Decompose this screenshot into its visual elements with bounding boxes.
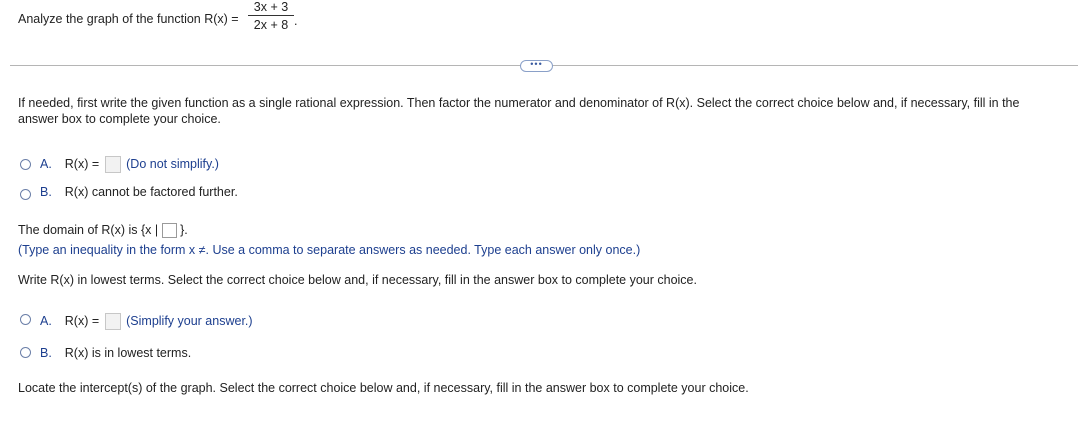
option-letter: B. bbox=[40, 346, 52, 360]
radio-part2-option-b[interactable] bbox=[20, 347, 31, 358]
domain-answer-box[interactable] bbox=[162, 223, 177, 238]
answer-box-unsimplified[interactable] bbox=[105, 156, 121, 173]
set-close: }. bbox=[180, 223, 188, 237]
answer-box-simplified[interactable] bbox=[105, 313, 121, 330]
instructions-line-1: If needed, first write the given function as a single rational expression. Then factor the numerator and denominator of R(x). Select the correct choice below and, if necessary, fill in the bbox=[18, 96, 1020, 110]
option-letter: A. bbox=[40, 314, 52, 328]
radio-part1-option-a[interactable] bbox=[20, 159, 31, 170]
fraction-denominator: 2x + 8 bbox=[253, 18, 289, 32]
domain-text: The domain of R(x) is bbox=[18, 223, 138, 237]
question-prompt bbox=[18, 12, 239, 26]
part2-option-b[interactable] bbox=[40, 346, 191, 360]
domain-hint: (Type an inequality in the form x ≠. Use a comma to separate answers as needed. Type each answer only once.) bbox=[18, 243, 641, 257]
part2-option-a[interactable] bbox=[40, 311, 253, 331]
ellipsis-icon: ••• bbox=[530, 59, 543, 69]
part1-option-b[interactable] bbox=[40, 185, 238, 199]
radio-part1-option-b[interactable] bbox=[20, 189, 31, 200]
instructions-line-2: answer box to complete your choice. bbox=[18, 112, 221, 126]
option-hint: (Do not simplify.) bbox=[126, 157, 219, 171]
option-text: R(x) is in lowest terms. bbox=[64, 346, 192, 360]
option-hint: (Simplify your answer.) bbox=[126, 314, 253, 328]
function-fraction bbox=[248, 0, 294, 32]
part2-instruction: Write R(x) in lowest terms. Select the correct choice below and, if necessary, fill in the answer box to complete your choice. bbox=[18, 273, 697, 287]
option-letter: A. bbox=[40, 157, 52, 171]
option-text: R(x) cannot be factored further. bbox=[64, 185, 238, 199]
option-letter: B. bbox=[40, 185, 52, 199]
option-prefix: R(x) = bbox=[64, 314, 100, 328]
question-prompt-text: Analyze the graph of the function R(x) = bbox=[18, 12, 239, 26]
fraction-numerator: 3x + 3 bbox=[248, 0, 294, 16]
radio-part2-option-a[interactable] bbox=[20, 314, 31, 325]
part3-instruction: Locate the intercept(s) of the graph. Select the correct choice below and, if necessary, fill in the answer box to complete your choice. bbox=[18, 381, 749, 395]
fraction-period: . bbox=[294, 14, 298, 28]
part1-option-a[interactable] bbox=[40, 154, 219, 174]
domain-question bbox=[18, 220, 188, 240]
set-open: {x | bbox=[140, 223, 159, 237]
expand-button[interactable] bbox=[520, 60, 553, 72]
option-prefix: R(x) = bbox=[64, 157, 100, 171]
